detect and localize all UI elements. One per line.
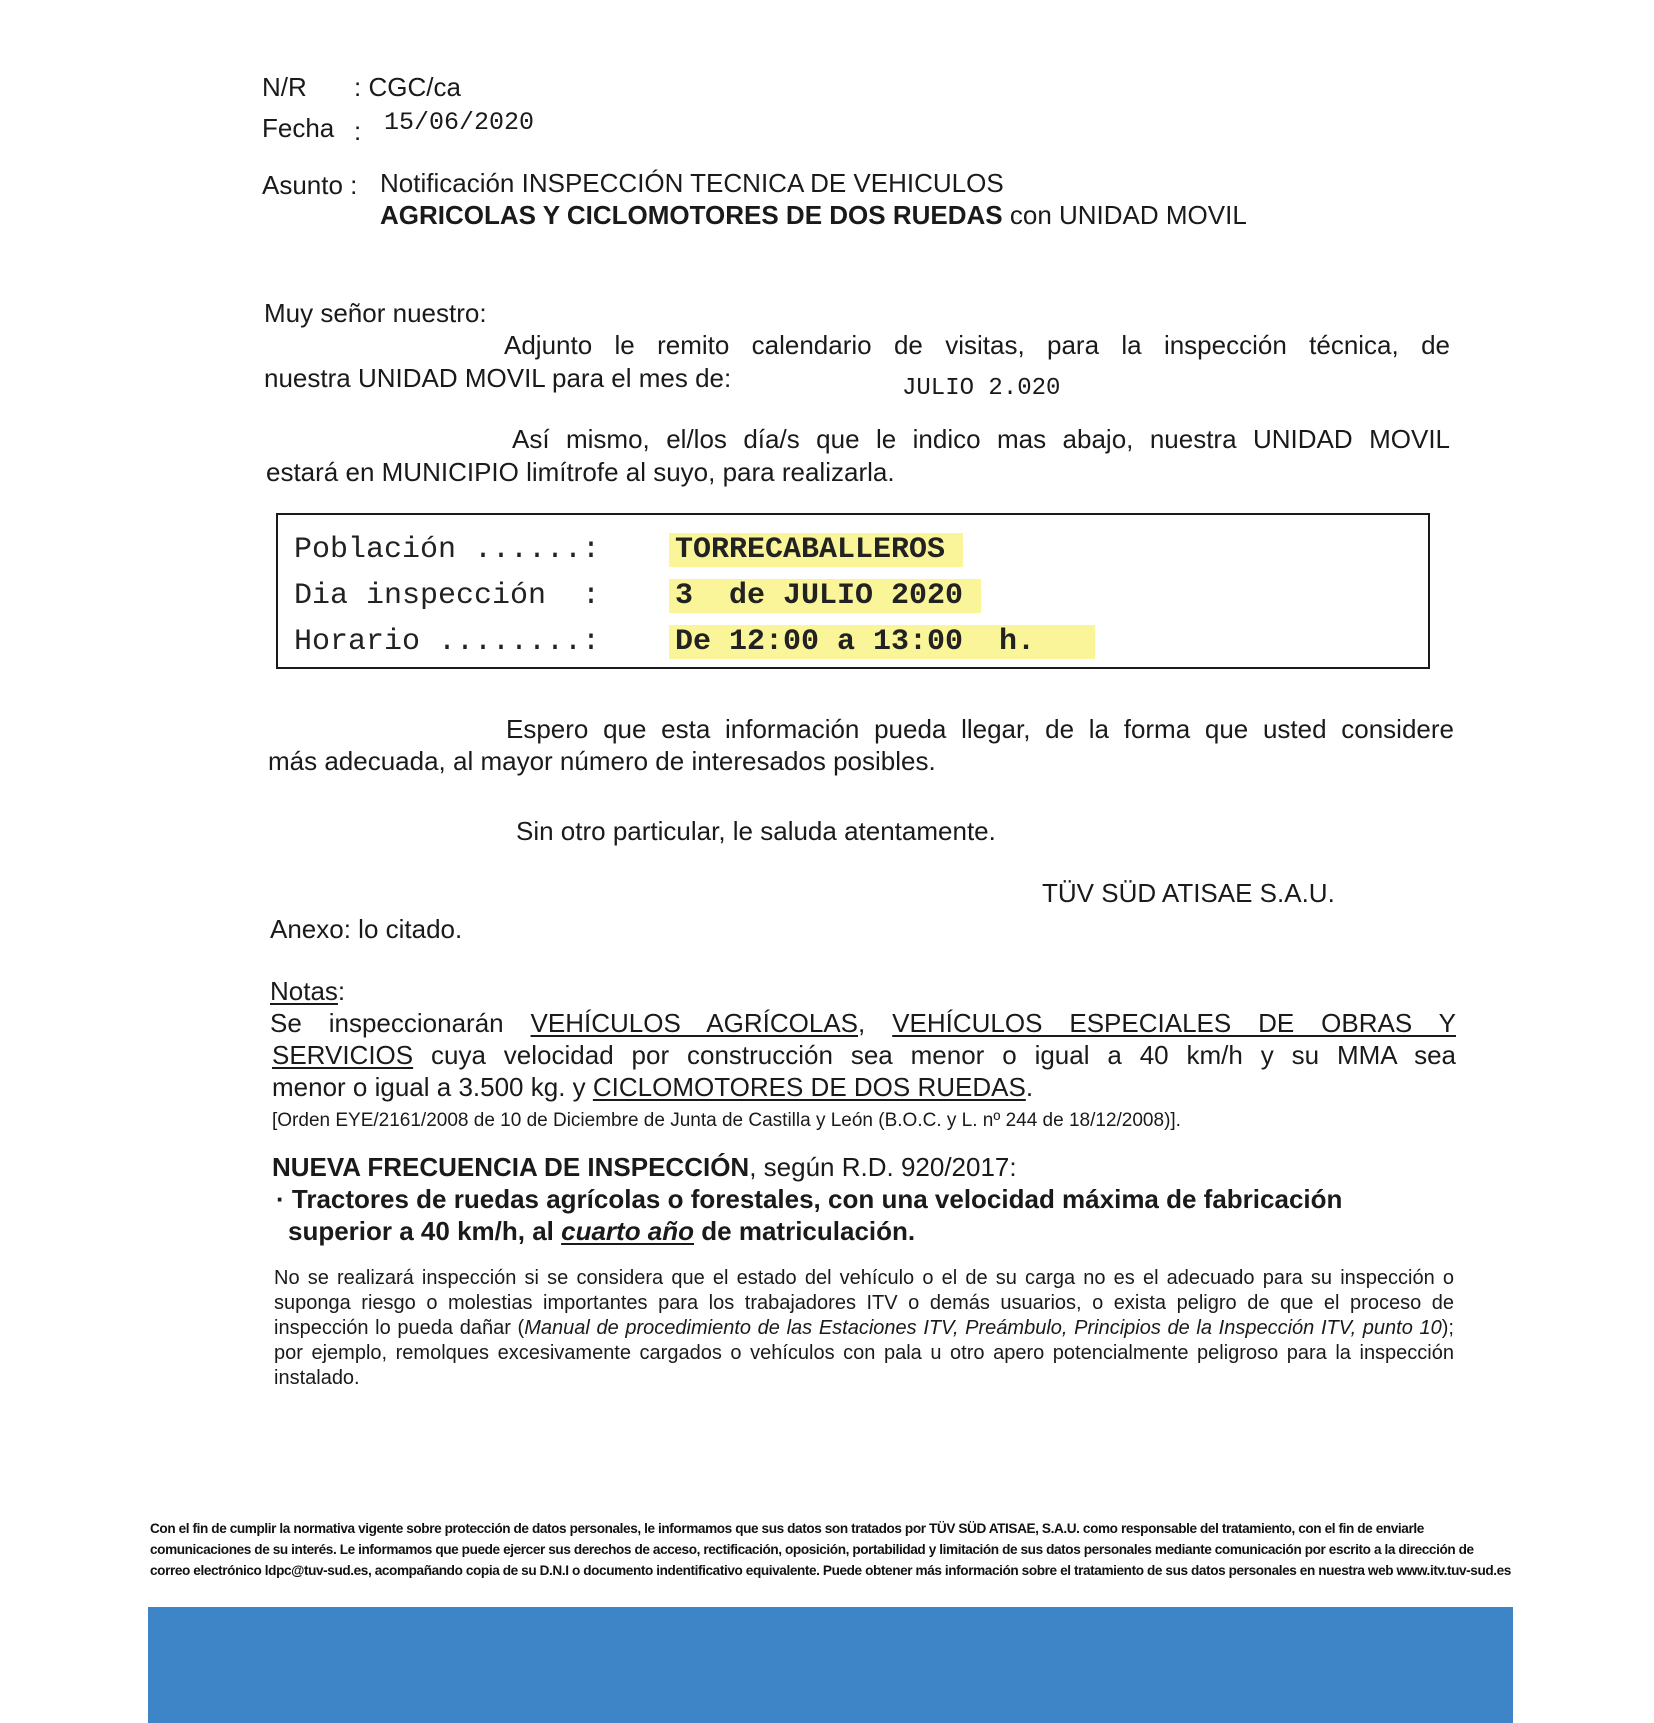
notes-l1-b: , (858, 1008, 893, 1038)
notes-title-text: Notas (270, 976, 338, 1006)
warning-text-2: ); por ejemplo, remolques excesivamente cargados o vehículos con pala u otro apero potencialmente peligroso para la inspección instalado. (274, 1317, 1454, 1389)
tractores-l2-b: de matriculación. (694, 1216, 916, 1246)
warning-italic: Manual de procedimiento de las Estaciones ITV, Preámbulo, Principios de la Inspección ITV, punto 10 (524, 1317, 1442, 1339)
orden-reference: [Orden EYE/2161/2008 de 10 de Diciembre de Junta de Castilla y León (B.O.C. y L. nº 244 de 18/12/2008)]. (272, 1110, 1181, 1131)
warning-text-1: No se realizará inspección si se considera que el estado del vehículo o el de su carga no es el adecuado para su inspección o suponga riesgo o molestias importantes para los trabajadores ITV o demás usuarios, o exista peligro de que el proceso de inspección lo pueda dañar ( (274, 1267, 1454, 1339)
dia-label: Dia inspección : (294, 579, 601, 613)
para3-line2: más adecuada, al mayor número de interesados posibles. (268, 746, 936, 776)
notes-l1-a: Se inspeccionarán (270, 1008, 531, 1038)
notes-l3-b: . (1025, 1072, 1034, 1102)
para1-line2: nuestra UNIDAD MOVIL para el mes de: (264, 363, 732, 393)
notes-title (270, 976, 345, 1007)
nueva-frecuencia (272, 1152, 1017, 1183)
horario-value: De 12:00 a 13:00 h. (669, 625, 1095, 659)
signature: TÜV SÜD ATISAE S.A.U. (1042, 878, 1335, 908)
nueva-frecuencia-bold: NUEVA FRECUENCIA DE INSPECCIÓN (272, 1152, 750, 1182)
notes-line1 (270, 1008, 1456, 1039)
para2-line2: estará en MUNICIPIO limítrofe al suyo, para realizarla. (266, 457, 895, 487)
notes-l3-u: CICLOMOTORES DE DOS RUEDAS (592, 1072, 1026, 1102)
annex: Anexo: lo citado. (270, 914, 463, 944)
poblacion-value: TORRECABALLEROS (669, 533, 963, 567)
poblacion-row (294, 533, 963, 567)
notes-line3 (272, 1072, 1033, 1103)
horario-label: Horario ........: (294, 625, 601, 659)
asunto-bold: AGRICOLAS Y CICLOMOTORES DE DOS RUEDAS (380, 200, 1003, 230)
asunto-line1: Notificación INSPECCIÓN TECNICA DE VEHICULOS (380, 168, 1004, 198)
salutation: Muy señor nuestro: (264, 298, 487, 328)
footer-legal-text: Con el fin de cumplir la normativa vigente sobre protección de datos personales, le informamos que sus datos son tratados por TÜV SÜD ATISAE, S.A.U. como responsable del tratamiento, con el fin de enviarle comunicaciones de su interés. Le informamos que puede ejercer sus derechos de acceso, rectificación, oposición, portabilidad y limitación de sus datos personales mediante comunicación por escrito a la dirección de correo electrónico ldpc@tuv-sud.es, acompañando copia de su D.N.I o documento indentificativo equivalente. Puede obtener más información sobre el tratamiento de sus datos personales en nuestra web www.itv.tuv-sud.es (150, 1521, 1511, 1578)
notes-l1-u2: VEHÍCULOS ESPECIALES DE OBRAS Y (892, 1008, 1457, 1038)
para2-line1: Así mismo, el/los día/s que le indico mas abajo, nuestra UNIDAD MOVIL (512, 424, 1450, 454)
tractores-l2-a: superior a 40 km/h, al (288, 1216, 562, 1246)
footer-blue-bar (148, 1607, 1513, 1723)
closing: Sin otro particular, le saluda atentamente. (516, 816, 996, 846)
asunto-line2 (380, 200, 1247, 231)
poblacion-label: Población ......: (294, 533, 601, 567)
asunto-label: Asunto : (262, 170, 358, 200)
fecha-value: 15/06/2020 (384, 108, 535, 137)
warning-paragraph (274, 1266, 1454, 1391)
nr-value: : CGC/ca (354, 72, 461, 102)
para1-line1: Adjunto le remito calendario de visitas, para la inspección técnica, de (504, 330, 1450, 360)
notes-title-colon: : (337, 976, 346, 1006)
fecha-colon: : (354, 116, 362, 146)
tractores-l2-u: cuarto año (561, 1216, 695, 1246)
notes-l2-rest: cuya velocidad por construcción sea menor o igual a 40 km/h y su MMA sea (413, 1040, 1456, 1070)
nueva-frecuencia-rest: , según R.D. 920/2017: (749, 1152, 1017, 1182)
fecha-label: Fecha (262, 113, 335, 143)
tractores-line1: · Tractores de ruedas agrícolas o forestales, con una velocidad máxima de fabricación (276, 1184, 1343, 1214)
tractores-line2 (288, 1216, 915, 1247)
nr-label: N/R (262, 72, 307, 102)
notes-line2 (272, 1040, 1456, 1071)
notes-l1-u1: VEHÍCULOS AGRÍCOLAS (530, 1008, 859, 1038)
inspection-info-box (276, 513, 1430, 669)
notes-l3-a: menor o igual a 3.500 kg. y (272, 1072, 593, 1102)
asunto-rest: con UNIDAD MOVIL (1002, 200, 1247, 230)
horario-row (294, 625, 1095, 659)
dia-value: 3 de JULIO 2020 (669, 579, 981, 613)
month-value: JULIO 2.020 (902, 375, 1061, 402)
para3-line1: Espero que esta información pueda llegar, de la forma que usted considere (506, 714, 1454, 744)
notes-l2-u: SERVICIOS (272, 1040, 414, 1070)
dia-row (294, 579, 981, 613)
